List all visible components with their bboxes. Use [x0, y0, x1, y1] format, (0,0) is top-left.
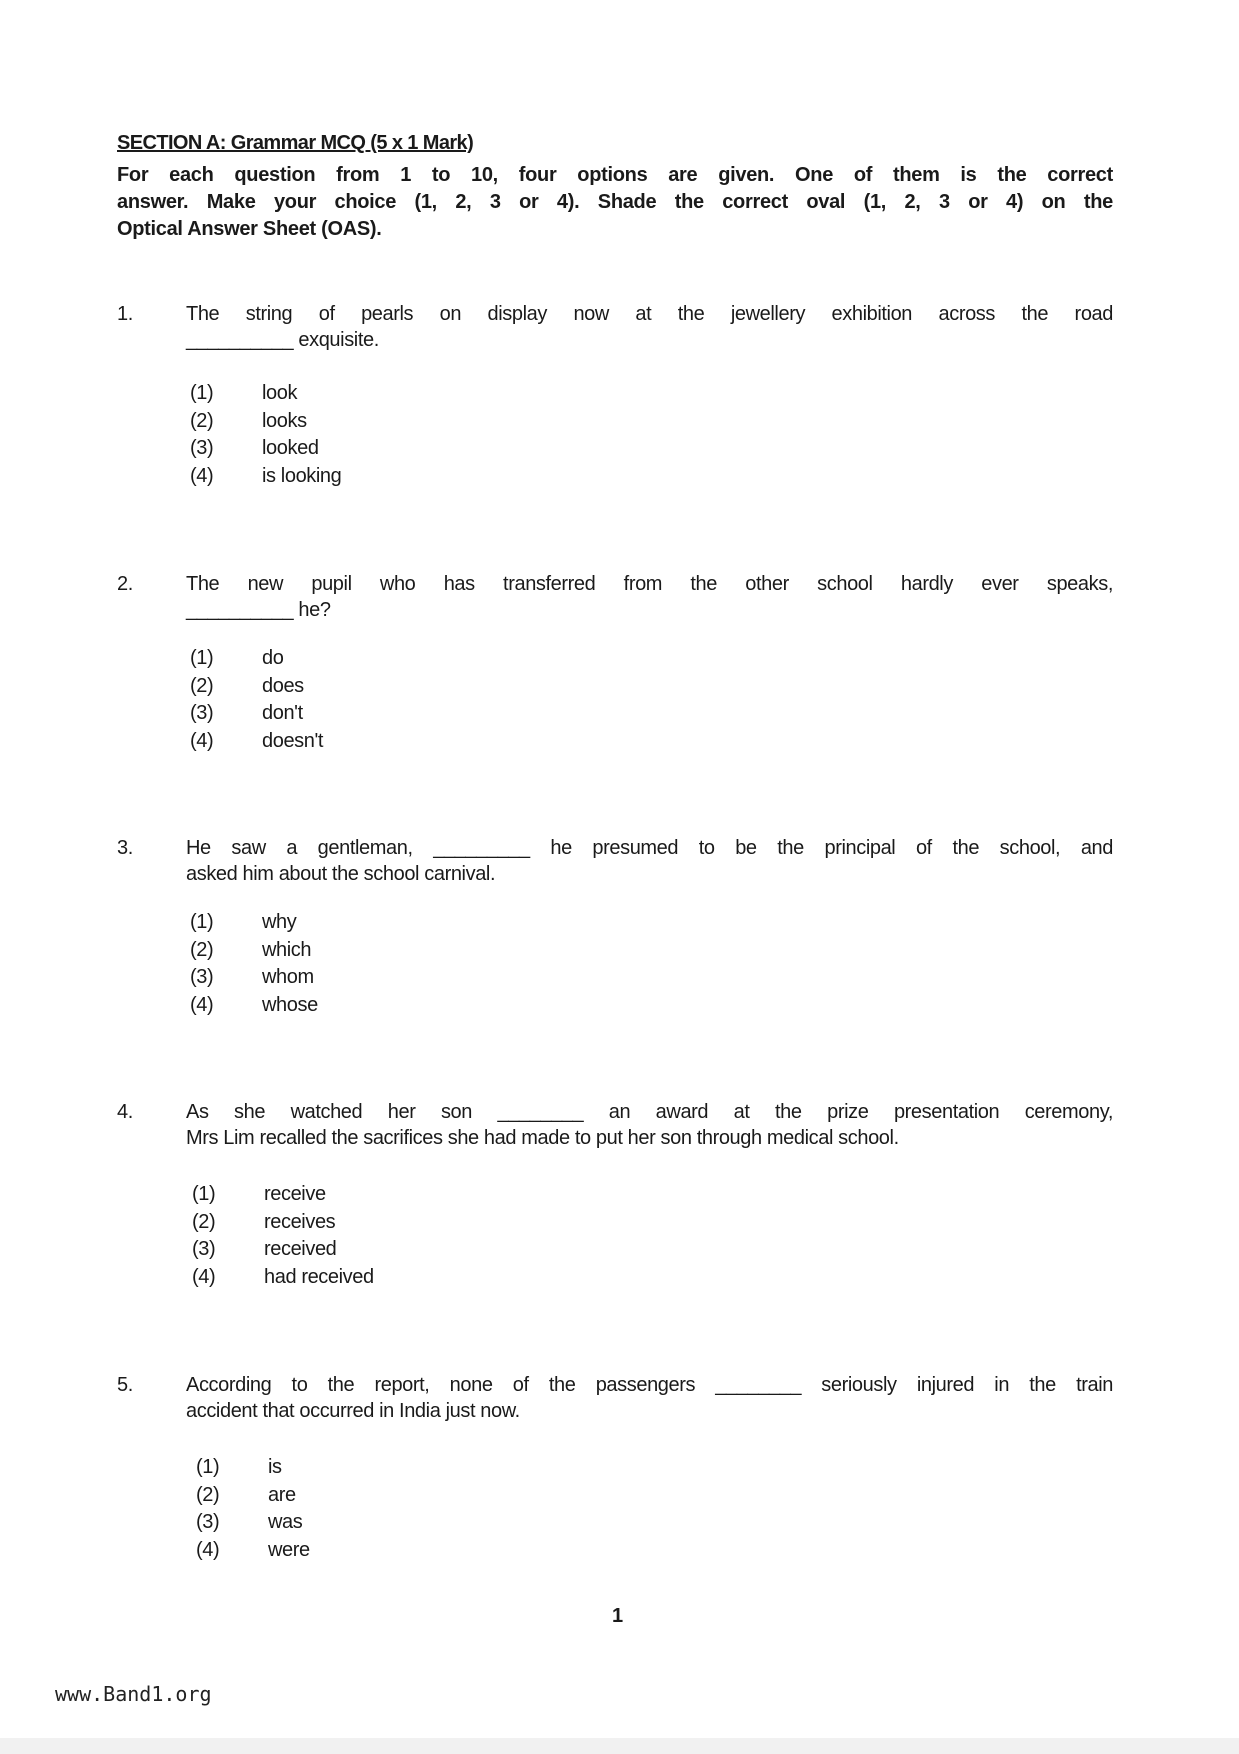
question-line: __________ he? — [186, 599, 331, 621]
option-number: (2) — [190, 938, 214, 961]
option-4 — [190, 992, 318, 1020]
question-number: 3. — [117, 837, 133, 859]
option-4 — [190, 728, 323, 756]
option-number: (4) — [196, 1538, 220, 1561]
option-number: (4) — [190, 729, 214, 752]
option-number: (3) — [190, 437, 214, 459]
question-number: 4. — [117, 1101, 133, 1123]
option-text: does — [262, 674, 304, 697]
option-text: were — [268, 1538, 310, 1561]
question-text — [186, 1372, 1113, 1424]
option-3 — [190, 700, 323, 728]
option-2 — [190, 408, 341, 436]
option-number: (3) — [190, 966, 214, 988]
option-3 — [192, 1236, 374, 1264]
option-text: looks — [262, 409, 307, 432]
option-number: (3) — [192, 1238, 216, 1260]
option-1 — [192, 1181, 374, 1209]
option-1 — [196, 1454, 310, 1482]
option-2 — [190, 937, 318, 965]
option-text: which — [262, 938, 312, 961]
option-number: (2) — [196, 1483, 220, 1506]
option-number: (1) — [190, 647, 214, 669]
option-text: do — [262, 647, 284, 669]
option-number: (1) — [196, 1456, 220, 1478]
option-text: receives — [264, 1210, 336, 1233]
option-text: was — [268, 1511, 303, 1533]
option-text: whom — [262, 966, 314, 988]
question-number: 1. — [117, 303, 133, 325]
question-line: accident that occurred in India just now. — [186, 1400, 520, 1422]
option-3 — [190, 964, 318, 992]
option-text: is looking — [262, 464, 342, 487]
question-line: He saw a gentleman, _________ he presumed to be the principal of the school, and — [186, 837, 1113, 859]
question-line: asked him about the school carnival. — [186, 863, 496, 885]
question-number: 5. — [117, 1374, 133, 1396]
option-text: had received — [264, 1265, 374, 1288]
option-4 — [190, 463, 341, 491]
question-line: The string of pearls on display now at the jewellery exhibition across the road — [186, 303, 1113, 325]
question-line: Mrs Lim recalled the sacrifices she had made to put her son through medical school. — [186, 1127, 899, 1149]
section-heading: SECTION A: Grammar MCQ (5 x 1 Mark) — [117, 132, 474, 154]
option-text: look — [262, 382, 298, 404]
option-text: looked — [262, 437, 319, 459]
option-2 — [190, 673, 323, 701]
option-number: (2) — [192, 1210, 216, 1233]
option-1 — [190, 645, 323, 673]
options-list — [192, 1181, 374, 1291]
question-text — [186, 1099, 1113, 1151]
option-number: (4) — [190, 993, 214, 1016]
question-text — [186, 301, 1113, 353]
option-2 — [196, 1482, 310, 1510]
options-list — [190, 645, 323, 755]
option-number: (3) — [196, 1511, 220, 1533]
option-text: why — [262, 911, 297, 933]
option-number: (4) — [192, 1265, 216, 1288]
instructions-line: For each question from 1 to 10, four options are given. One of them is the correct — [117, 164, 1113, 186]
option-number: (2) — [190, 409, 214, 432]
option-text: doesn't — [262, 729, 324, 752]
option-1 — [190, 909, 318, 937]
scan-edge — [0, 1738, 1239, 1754]
instructions-line: answer. Make your choice (1, 2, 3 or 4). Shade the correct oval (1, 2, 3 or 4) on the — [117, 191, 1113, 213]
option-text: don't — [262, 702, 303, 724]
option-4 — [192, 1264, 374, 1292]
page-number: 1 — [612, 1605, 624, 1627]
options-list — [190, 380, 341, 490]
footer-url: www.Band1.org — [55, 1682, 212, 1706]
option-number: (2) — [190, 674, 214, 697]
question-line: __________ exquisite. — [186, 329, 379, 351]
option-2 — [192, 1209, 374, 1237]
question-line: The new pupil who has transferred from the other school hardly ever speaks, — [186, 573, 1113, 595]
option-number: (3) — [190, 702, 214, 724]
option-1 — [190, 380, 341, 408]
option-3 — [190, 435, 341, 463]
option-text: received — [264, 1238, 337, 1260]
option-number: (1) — [190, 911, 214, 933]
option-text: are — [268, 1483, 296, 1506]
option-text: is — [268, 1456, 282, 1478]
options-list — [190, 909, 318, 1019]
option-3 — [196, 1509, 310, 1537]
question-line: According to the report, none of the passengers ________ seriously injured in the train — [186, 1374, 1113, 1396]
option-number: (4) — [190, 464, 214, 487]
option-text: whose — [262, 993, 318, 1016]
question-number: 2. — [117, 573, 133, 595]
option-4 — [196, 1537, 310, 1565]
option-number: (1) — [192, 1183, 216, 1205]
instructions-line: Optical Answer Sheet (OAS). — [117, 218, 382, 240]
question-text — [186, 835, 1113, 887]
question-text — [186, 571, 1113, 623]
question-line: As she watched her son ________ an award at the prize presentation ceremony, — [186, 1101, 1113, 1123]
instructions — [117, 162, 1113, 243]
options-list — [196, 1454, 310, 1564]
option-text: receive — [264, 1183, 326, 1205]
option-number: (1) — [190, 382, 214, 404]
